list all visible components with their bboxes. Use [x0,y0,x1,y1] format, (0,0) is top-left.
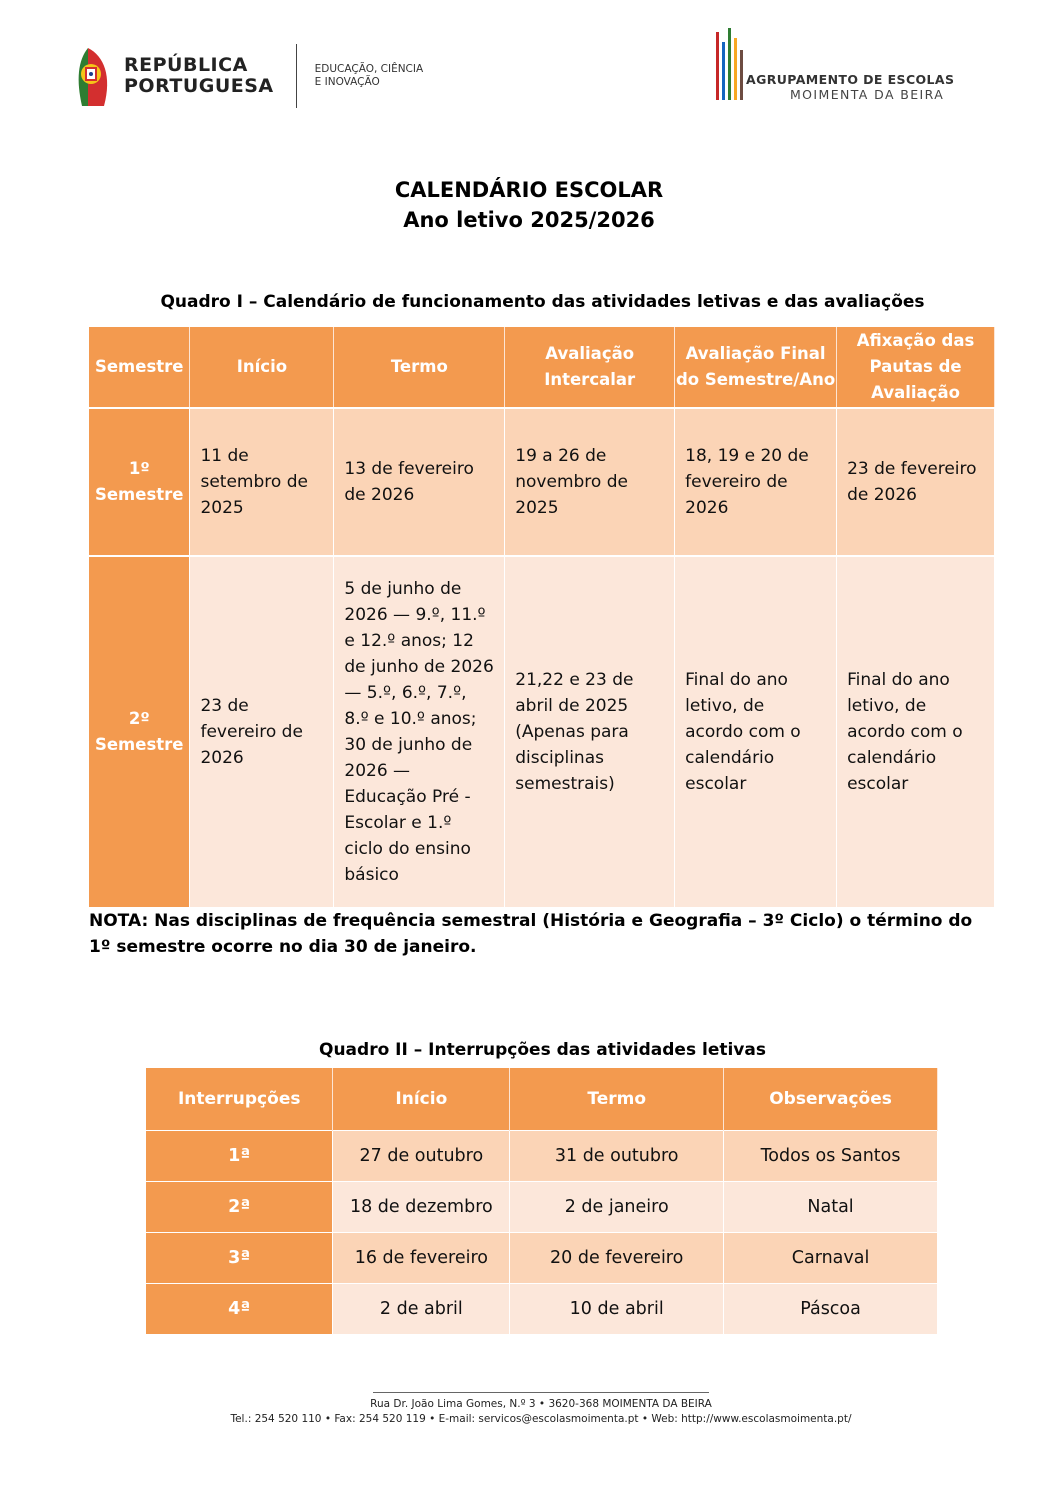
cell-final: 18, 19 e 20 de fevereiro de 2026 [675,408,837,556]
cell-inicio: 18 de dezembro [333,1182,510,1233]
cell-termo: 5 de junho de 2026 — 9.º, 11.º e 12.º anos; 12 de junho de 2026 — 5.º, 6.º, 7.º, 8.º e 10.º anos; 30 de junho de 2026 — Educação Pré - Escolar e 1.º ciclo do ensino básico [334,556,505,907]
ministry-line1: EDUCAÇÃO, CIÊNCIA [314,63,424,75]
cell-final: Final do ano letivo, de acordo com o calendário escolar [675,556,837,907]
table-row [146,1182,938,1233]
school-logo-bars-icon [714,26,744,102]
col-header-afixacao: Afixação das Pautas de Avaliação [837,327,995,408]
government-logo [74,44,423,108]
gov-name-line2: PORTUGUESA [124,75,274,97]
header-divider [296,44,297,108]
table-row [89,408,995,556]
gov-name-line1: REPÚBLICA [124,54,248,76]
footer-contacts: Tel.: 254 520 110 • Fax: 254 520 119 • E-mail: servicos@escolasmoimenta.pt • Web: http://www.escolasmoimenta.pt/ [230,1413,852,1425]
cell-afixacao: 23 de fevereiro de 2026 [837,408,995,556]
title-line1: CALENDÁRIO ESCOLAR [394,178,664,202]
table-row [146,1131,938,1182]
cell-termo: 31 de outubro [510,1131,724,1182]
ministry-line2: E INOVAÇÃO [314,76,380,88]
nota-label: NOTA [89,911,142,931]
footer-address: Rua Dr. João Lima Gomes, N.º 3 • 3620-368 MOIMENTA DA BEIRA [370,1398,712,1410]
cell-termo: 10 de abril [510,1284,724,1335]
table-row [89,556,995,907]
page-title [0,175,1058,235]
col-header-termo: Termo [510,1068,724,1131]
ministry-name [315,63,424,89]
cell-observacoes: Carnaval [724,1233,938,1284]
cell-termo: 2 de janeiro [510,1182,724,1233]
quadro2-caption: Quadro II – Interrupções das atividades letivas [319,1040,766,1060]
cell-termo: 20 de fevereiro [510,1233,724,1284]
quadro1-caption: Quadro I – Calendário de funcionamento das atividades letivas e das avaliações [160,292,925,312]
row-header-interrupcao: 2ª [146,1182,333,1233]
cell-observacoes: Natal [724,1182,938,1233]
cell-afixacao: Final do ano letivo, de acordo com o calendário escolar [837,556,995,907]
cell-inicio: 2 de abril [333,1284,510,1335]
title-line2: Ano letivo 2025/2026 [403,208,655,232]
government-name [124,55,274,97]
col-header-semestre: Semestre [89,327,190,408]
cell-observacoes: Páscoa [724,1284,938,1335]
table-row [146,1233,938,1284]
row-header-interrupcao: 3ª [146,1233,333,1284]
cell-inicio: 23 de fevereiro de 2026 [190,556,334,907]
cell-intercalar: 19 a 26 de novembro de 2025 [505,408,675,556]
table-row [146,1284,938,1335]
school-logo [712,24,992,104]
col-header-interrupcoes: Interrupções [146,1068,333,1131]
row-header-interrupcao: 1ª [146,1131,333,1182]
cell-inicio: 11 de setembro de 2025 [190,408,334,556]
row-header-semestre: 1º Semestre [89,408,190,556]
col-header-observacoes: Observações [724,1068,938,1131]
col-header-inicio: Início [190,327,334,408]
row-header-semestre: 2º Semestre [89,556,190,907]
col-header-termo: Termo [334,327,505,408]
col-header-avaliacao-intercalar: Avaliação Intercalar [505,327,675,408]
school-name-line1: AGRUPAMENTO DE ESCOLAS [746,72,955,87]
cell-termo: 13 de fevereiro de 2026 [334,408,505,556]
table-header-row [89,327,995,408]
cell-inicio: 16 de fevereiro [333,1233,510,1284]
cell-observacoes: Todos os Santos [724,1131,938,1182]
table-header-row [146,1068,938,1131]
col-header-avaliacao-final: Avaliação Final do Semestre/Ano [675,327,837,408]
quadro1-table [89,327,995,907]
nota-text: : Nas disciplinas de frequência semestral (História e Geografia – 3º Ciclo) o término do 1º semestre ocorre no dia 30 de janeiro. [89,911,973,957]
cell-intercalar: 21,22 e 23 de abril de 2025 (Apenas para disciplinas semestrais) [505,556,675,907]
row-header-interrupcao: 4ª [146,1284,333,1335]
quadro2-table [146,1068,938,1334]
cell-inicio: 27 de outubro [333,1131,510,1182]
col-header-inicio: Início [333,1068,510,1131]
footer-divider [373,1392,709,1393]
nota-paragraph [89,908,999,960]
school-name-line2: MOIMENTA DA BEIRA [790,87,945,102]
portugal-emblem-icon [74,46,114,106]
